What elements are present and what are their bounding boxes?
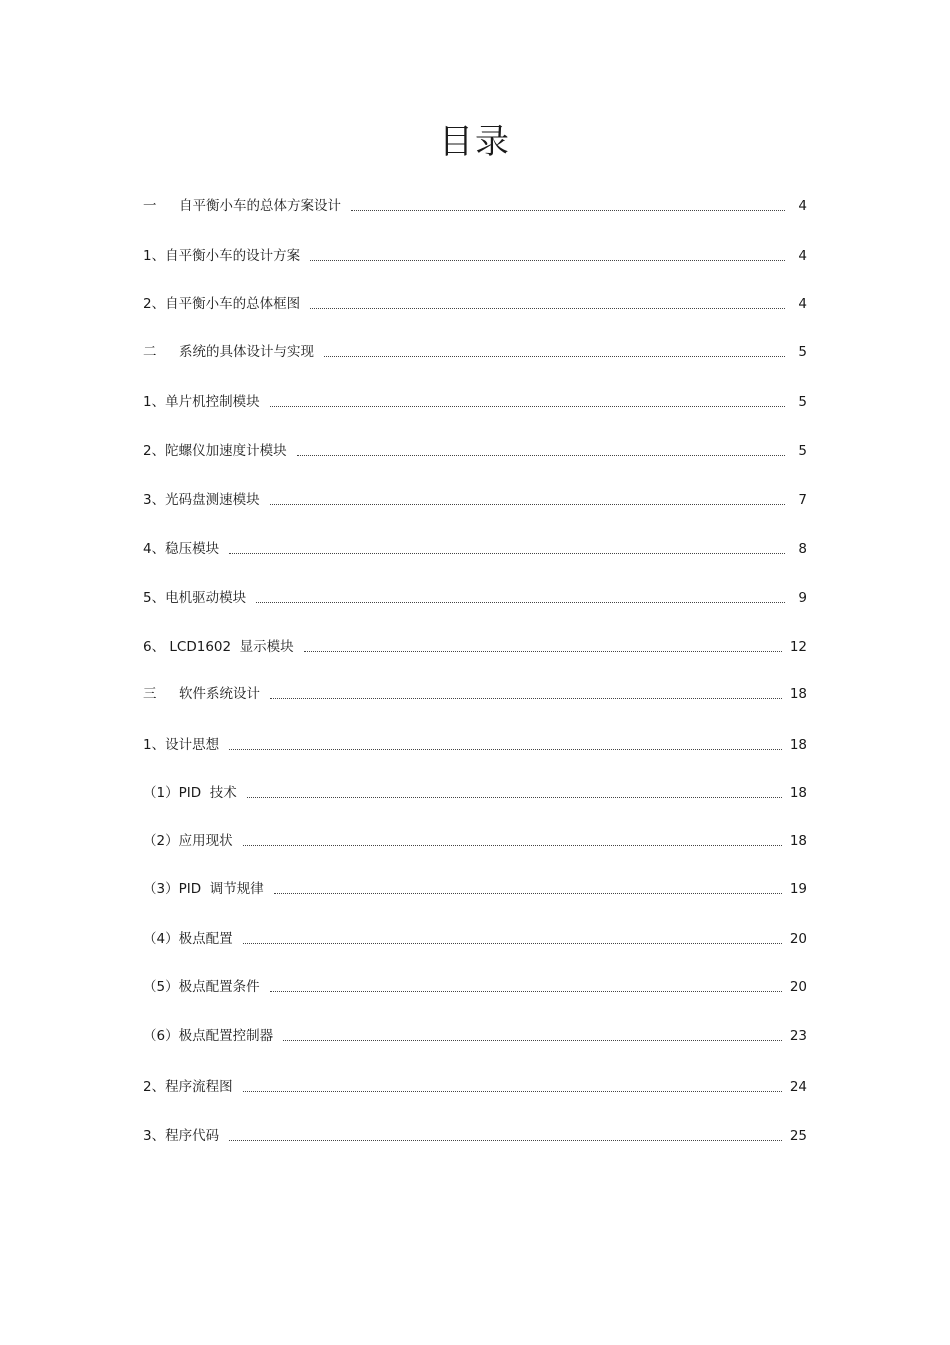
- toc-entry-text: 程序代码: [165, 1128, 220, 1144]
- toc-entry-number: 1: [143, 737, 152, 753]
- toc-entry-page-number: 18: [789, 686, 807, 702]
- toc-entry-label: [143, 783, 247, 803]
- toc-entry-number: 一: [143, 198, 157, 214]
- toc-entry[interactable]: [143, 827, 807, 851]
- dot-leader: [351, 196, 785, 216]
- toc-entry[interactable]: [143, 1073, 807, 1097]
- dot-leader: [247, 783, 782, 803]
- dot-leader: [243, 929, 782, 949]
- toc-entry-page-number: 18: [789, 737, 807, 753]
- dot-leader: [324, 342, 785, 362]
- toc-entry-text: 自平衡小车的设计方案: [165, 248, 301, 264]
- toc-entry-text: PID 技术: [178, 785, 237, 801]
- toc-entry-page-number: 20: [789, 931, 807, 947]
- dot-leader: [310, 294, 785, 314]
- dot-leader: [229, 1126, 782, 1146]
- toc-entry-label: [143, 246, 310, 266]
- toc-entry-text: LCD1602 显示模块: [165, 639, 294, 655]
- toc-entry[interactable]: [143, 973, 807, 997]
- dot-leader: [270, 684, 782, 704]
- toc-entry-number: 6: [143, 639, 152, 655]
- toc-entry-text: 设计思想: [165, 737, 220, 753]
- dot-leader: [270, 490, 785, 510]
- toc-entry[interactable]: [143, 680, 807, 704]
- toc-entry-separator: 、: [151, 639, 166, 655]
- toc-entry-page-number: 24: [789, 1079, 807, 1095]
- toc-entry-text: 陀螺仪加速度计模块: [165, 443, 287, 459]
- toc-entry-text: 程序流程图: [165, 1079, 233, 1095]
- toc-entry[interactable]: [143, 731, 807, 755]
- dot-leader: [304, 637, 782, 657]
- toc-entry-page-number: 23: [789, 1028, 807, 1044]
- toc-title: 目录: [439, 122, 511, 162]
- toc-entry-text: 极点配置: [178, 931, 233, 947]
- toc-entry-label: [143, 879, 274, 899]
- dot-leader: [270, 977, 782, 997]
- toc-entry-page-number: 4: [798, 198, 807, 214]
- toc-entry[interactable]: [143, 192, 807, 216]
- toc-entry[interactable]: [143, 388, 807, 412]
- dot-leader: [243, 831, 782, 851]
- toc-entry-separator: 、: [151, 541, 166, 557]
- toc-entry-page-number: 8: [798, 541, 807, 557]
- dot-leader: [243, 1077, 782, 1097]
- toc-entry-separator: 、: [151, 296, 166, 312]
- toc-entry-page-number: 19: [789, 881, 807, 897]
- toc-entry-number: 三: [143, 686, 157, 702]
- dot-leader: [297, 441, 785, 461]
- toc-entry-separator: 、: [151, 443, 166, 459]
- toc-entry-separator: 、: [151, 590, 166, 606]
- toc-entry-label: [143, 342, 324, 362]
- toc-entry-page-number: 18: [789, 785, 807, 801]
- toc-entry[interactable]: [143, 779, 807, 803]
- toc-entry-page-number: 5: [798, 394, 807, 410]
- toc-entry-page-number: 4: [798, 296, 807, 312]
- toc-entry[interactable]: [143, 875, 807, 899]
- toc-entry-number: （5）: [143, 979, 179, 995]
- toc-entry-text: 光码盘测速模块: [165, 492, 260, 508]
- toc-entry-number: 5: [143, 590, 152, 606]
- toc-entry-number: 3: [143, 492, 152, 508]
- toc-entry-number: 3: [143, 1128, 152, 1144]
- toc-entry-separator: 、: [151, 1128, 166, 1144]
- toc-entry-page-number: 18: [789, 833, 807, 849]
- toc-entry-label: [143, 977, 270, 997]
- toc-entry[interactable]: [143, 584, 807, 608]
- toc-entry[interactable]: [143, 633, 807, 657]
- toc-entry-number: （6）: [143, 1028, 179, 1044]
- toc-entry-text: 电机驱动模块: [165, 590, 247, 606]
- toc-entry-page-number: 7: [798, 492, 807, 508]
- toc-entry-page-number: 20: [789, 979, 807, 995]
- toc-entry-label: [143, 196, 351, 216]
- toc-entry-label: [143, 637, 304, 657]
- toc-entry-label: [143, 831, 243, 851]
- toc-entry-text: 自平衡小车的总体框图: [165, 296, 301, 312]
- toc-entry-label: [143, 441, 297, 461]
- toc-entry-number: 1: [143, 248, 152, 264]
- toc-entry-label: [143, 929, 243, 949]
- toc-entry[interactable]: [143, 1022, 807, 1046]
- toc-entry-label: [143, 735, 229, 755]
- toc-entry-separator: 、: [151, 248, 166, 264]
- toc-entry-label: [143, 294, 310, 314]
- dot-leader: [283, 1026, 782, 1046]
- toc-entry-label: [143, 684, 270, 704]
- toc-entry-page-number: 5: [798, 344, 807, 360]
- toc-entry-label: [143, 392, 270, 412]
- toc-entry-text: 极点配置条件: [178, 979, 260, 995]
- toc-entry[interactable]: [143, 437, 807, 461]
- toc-entry-label: [143, 588, 256, 608]
- toc-entry-text: 单片机控制模块: [165, 394, 260, 410]
- dot-leader: [270, 392, 785, 412]
- toc-entry-text: 系统的具体设计与实现: [179, 344, 314, 360]
- toc-entry-text: 稳压模块: [165, 541, 220, 557]
- toc-entry-number: （2）: [143, 833, 179, 849]
- toc-entry-text: 极点配置控制器: [178, 1028, 274, 1044]
- toc-entry-separator: 、: [151, 1079, 166, 1095]
- toc-entry-text: 软件系统设计: [179, 686, 260, 702]
- toc-entry[interactable]: [143, 486, 807, 510]
- toc-entry[interactable]: [143, 925, 807, 949]
- toc-entry[interactable]: [143, 290, 807, 314]
- toc-entry-page-number: 12: [789, 639, 807, 655]
- toc-entry-separator: 、: [151, 737, 166, 753]
- toc-entry-page-number: 5: [798, 443, 807, 459]
- toc-entry-label: [143, 1077, 243, 1097]
- toc-entry-page-number: 4: [798, 248, 807, 264]
- toc-entry-number: 2: [143, 1079, 152, 1095]
- toc-entry-number: 二: [143, 344, 157, 360]
- toc-entry-number: 2: [143, 296, 152, 312]
- table-of-contents: [143, 0, 807, 1345]
- toc-entry-label: [143, 539, 229, 559]
- dot-leader: [256, 588, 785, 608]
- toc-entry[interactable]: [143, 242, 807, 266]
- toc-entry-number: （3）: [143, 881, 179, 897]
- toc-entry[interactable]: [143, 338, 807, 362]
- toc-entry-label: [143, 1026, 283, 1046]
- dot-leader: [229, 735, 782, 755]
- toc-entry-number: （1）: [143, 785, 179, 801]
- dot-leader: [229, 539, 785, 559]
- toc-entry-text: PID 调节规律: [178, 881, 264, 897]
- toc-entry-text: 应用现状: [178, 833, 233, 849]
- toc-entry-page-number: 9: [798, 590, 807, 606]
- dot-leader: [310, 246, 785, 266]
- toc-entry-label: [143, 490, 270, 510]
- toc-entry-page-number: 25: [789, 1128, 807, 1144]
- toc-entry-label: [143, 1126, 229, 1146]
- toc-entry-number: （4）: [143, 931, 179, 947]
- dot-leader: [274, 879, 782, 899]
- toc-entry-number: 1: [143, 394, 152, 410]
- toc-entry-separator: 、: [151, 492, 166, 508]
- toc-entry-separator: 、: [151, 394, 166, 410]
- toc-entry[interactable]: [143, 1122, 807, 1146]
- toc-entry-number: 4: [143, 541, 152, 557]
- toc-entry-number: 2: [143, 443, 152, 459]
- toc-entry[interactable]: [143, 535, 807, 559]
- toc-entry-text: 自平衡小车的总体方案设计: [179, 198, 341, 214]
